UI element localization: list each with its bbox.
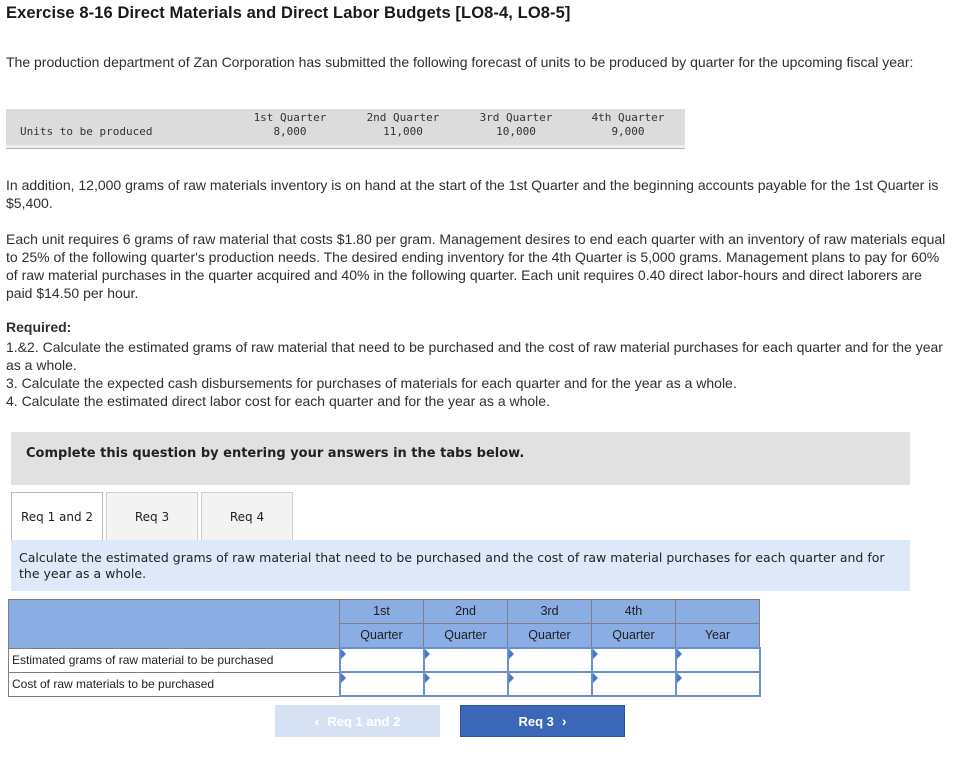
grams-year-input[interactable] bbox=[677, 650, 759, 670]
next-button-label: Req 3 bbox=[518, 713, 554, 729]
cost-q4-cell[interactable] bbox=[592, 672, 676, 696]
chevron-right-icon: › bbox=[561, 713, 567, 729]
page-title: Exercise 8-16 Direct Materials and Direct Labor Budgets [LO8-4, LO8-5] bbox=[6, 4, 571, 22]
grams-q1-cell[interactable] bbox=[340, 648, 424, 672]
forecast-table-divider bbox=[6, 145, 685, 149]
answer-header-blank bbox=[9, 600, 340, 649]
cost-q2-input[interactable] bbox=[425, 674, 507, 694]
forecast-header-q1: 1st Quarter bbox=[253, 111, 327, 124]
cost-q1-cell[interactable] bbox=[340, 672, 424, 696]
inventory-paragraph: In addition, 12,000 grams of raw materials inventory is on hand at the start of the 1st Quarter and the beginning accounts payable for the 1st Quarter is $5,400. bbox=[6, 177, 939, 211]
forecast-header-q2: 2nd Quarter bbox=[366, 111, 440, 124]
grams-q1-input[interactable] bbox=[341, 650, 423, 670]
forecast-value-q4: 9,000 bbox=[611, 125, 645, 138]
next-button[interactable] bbox=[460, 705, 625, 737]
forecast-header-q4: 4th Quarter bbox=[591, 111, 665, 124]
cost-q3-cell[interactable] bbox=[508, 672, 592, 696]
grams-q4-input[interactable] bbox=[593, 650, 675, 670]
grams-year-cell[interactable] bbox=[676, 648, 760, 672]
instruction-banner bbox=[11, 432, 910, 485]
grams-q2-input[interactable] bbox=[425, 650, 507, 670]
answer-header-year-top bbox=[676, 600, 760, 624]
row-label-cost: Cost of raw materials to be purchased bbox=[9, 672, 340, 696]
answer-header-q3: Quarter bbox=[508, 624, 592, 649]
answer-header-year: Year bbox=[676, 624, 760, 649]
grams-q3-cell[interactable] bbox=[508, 648, 592, 672]
tab-req-3[interactable]: Req 3 bbox=[106, 492, 198, 540]
required-item-1: 1.&2. Calculate the estimated grams of raw material that need to be purchased and the cost of raw material purchases for each quarter and for the year as a whole. bbox=[6, 339, 943, 373]
task-text: Calculate the estimated grams of raw material that need to be purchased and the cost of raw material purchases for each quarter and for the year as a whole. bbox=[19, 550, 885, 581]
answer-header-q4: Quarter bbox=[592, 624, 676, 649]
grams-q3-input[interactable] bbox=[509, 650, 591, 670]
prev-button[interactable] bbox=[275, 705, 440, 737]
requirements-paragraph: Each unit requires 6 grams of raw material that costs $1.80 per gram. Management desires to end each quarter with an inventory of raw materials equal to 25% of the following quarter's production needs. The desired ending inventory for the 4th Quarter is 5,000 grams. Management plans to pay for 60% of raw material purchases in the quarter acquired and 40% in the following quarter. Each unit requires 0.40 direct labor-hours and direct laborers are paid $14.50 per hour. bbox=[6, 231, 946, 301]
answer-header-q2: Quarter bbox=[424, 624, 508, 649]
tab-req-1-and-2[interactable]: Req 1 and 2 bbox=[11, 492, 103, 540]
forecast-row-label: Units to be produced bbox=[20, 125, 153, 138]
forecast-value-q2: 11,000 bbox=[383, 125, 423, 138]
intro-text: The production department of Zan Corporation has submitted the following forecast of units to be produced by quarter for the upcoming fiscal year: bbox=[6, 54, 914, 70]
table-row bbox=[9, 672, 760, 696]
cost-year-cell[interactable] bbox=[676, 672, 760, 696]
cost-q4-input[interactable] bbox=[593, 674, 675, 694]
answer-table bbox=[8, 599, 761, 697]
row-label-grams: Estimated grams of raw material to be purchased bbox=[9, 648, 340, 672]
required-item-4: 4. Calculate the estimated direct labor cost for each quarter and for the year as a whole. bbox=[6, 393, 550, 409]
grams-q4-cell[interactable] bbox=[592, 648, 676, 672]
grams-q2-cell[interactable] bbox=[424, 648, 508, 672]
task-banner bbox=[11, 540, 910, 591]
instruction-text: Complete this question by entering your answers in the tabs below. bbox=[26, 446, 525, 461]
answer-header-q1: Quarter bbox=[340, 624, 424, 649]
cost-q2-cell[interactable] bbox=[424, 672, 508, 696]
required-item-3: 3. Calculate the expected cash disbursements for purchases of materials for each quarter and for the year as a whole. bbox=[6, 375, 737, 391]
forecast-value-q1: 8,000 bbox=[273, 125, 307, 138]
prev-button-label: Req 1 and 2 bbox=[327, 713, 401, 729]
forecast-header-q3: 3rd Quarter bbox=[479, 111, 553, 124]
required-heading: Required: bbox=[6, 319, 72, 335]
cost-q1-input[interactable] bbox=[341, 674, 423, 694]
answer-header-q2-top: 2nd bbox=[424, 600, 508, 624]
answer-header-q4-top: 4th bbox=[592, 600, 676, 624]
cost-q3-input[interactable] bbox=[509, 674, 591, 694]
chevron-left-icon: ‹ bbox=[314, 713, 320, 729]
tab-req-4[interactable]: Req 4 bbox=[201, 492, 293, 540]
table-row bbox=[9, 648, 760, 672]
cost-year-input[interactable] bbox=[677, 674, 759, 694]
answer-header-q1-top: 1st bbox=[340, 600, 424, 624]
forecast-value-q3: 10,000 bbox=[496, 125, 536, 138]
answer-header-q3-top: 3rd bbox=[508, 600, 592, 624]
